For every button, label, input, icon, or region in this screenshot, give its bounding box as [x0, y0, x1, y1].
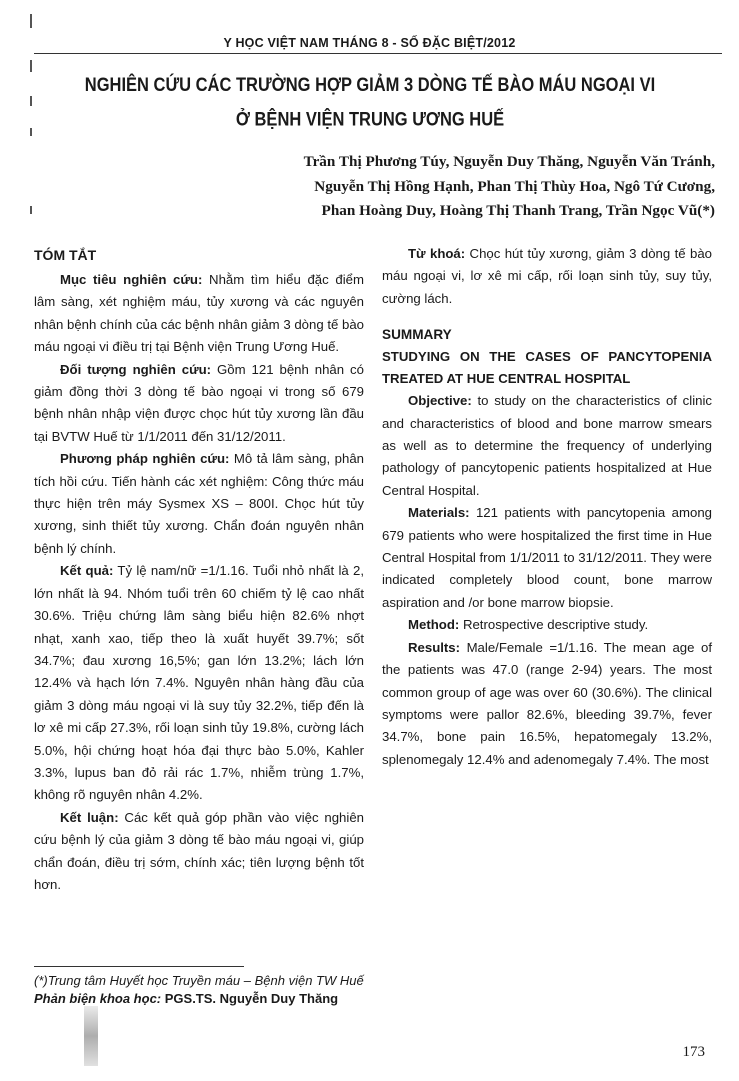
footnote-rule	[34, 966, 244, 967]
summary-results	[382, 637, 712, 771]
summary-materials	[382, 502, 712, 614]
en-method-label: Method:	[408, 617, 460, 633]
en-objective-text: to study on the characteristics of clinic and characteristics of blood and bone marrow smears as well as to determine the frequency of underlying pathology of pancytopenic patients hospitalized at Hue Central Hospital.	[382, 393, 712, 498]
scan-margin-mark	[30, 60, 32, 72]
keywords-label: Từ khoá:	[408, 246, 466, 261]
author-line2: Nguyễn Thị Hồng Hạnh, Phan Thị Thùy Hoa, Ngô Tứ Cương,	[314, 177, 715, 195]
running-head: Y HỌC VIỆT NAM THÁNG 8 - SỐ ĐẶC BIỆT/2012	[223, 36, 516, 50]
scan-margin-mark	[30, 206, 32, 214]
abstract-results	[34, 560, 364, 806]
objective-label: Mục tiêu nghiên cứu:	[60, 272, 203, 287]
author-line1: Trần Thị Phương Túy, Nguyễn Duy Thăng, Nguyễn Văn Tránh,	[303, 153, 715, 170]
keywords-text: Chọc hút tủy xương, giảm 3 dòng tế bào máu ngoại vi, lơ xê mi cấp, rối loạn sinh tủy, suy tủy, cường lách.	[382, 246, 712, 306]
footnote-reviewer	[34, 990, 534, 1008]
abstract-heading: TÓM TẮT	[34, 247, 97, 263]
footnote-affiliation: (*)Trung tâm Huyết học Truyền máu – Bệnh viện TW Huế	[34, 973, 364, 988]
abstract-objective	[34, 269, 364, 359]
summary-objective	[382, 390, 712, 502]
conclusion-text: Các kết quả góp phần vào việc nghiên cứu bệnh lý của giảm 3 dòng tế bào máu ngoại vi, giúp chẩn đoán, điều trị sớm, chính xác; tiên lượng bệnh tốt hơn.	[34, 809, 364, 892]
footnote	[34, 972, 534, 1008]
summary-title: STUDYING ON THE CASES OF PANCYTOPENIA TREATED AT HUE CENTRAL HOSPITAL	[382, 349, 712, 387]
right-column	[382, 243, 712, 771]
en-results-text: Male/Female =1/1.16. The mean age of the patients was 47.0 (range 2-94) years. The most common group of age was over 60 (30.6%). The clinical symptoms were pallor 82.6%, bleeding 39.7%, fever 34.7%, bone pain 16.5%, hepatomegaly 13.2%, splenomegaly 12.4% and adenomegaly 7.4%. The most	[382, 639, 712, 767]
reviewer-label: Phản biện khoa học:	[34, 991, 162, 1006]
results-text: Tỷ lệ nam/nữ =1/1.16. Tuổi nhỏ nhất là 2, lớn nhất là 94. Nhóm tuổi trên 60 chiếm tỷ lệ cao nhất 30.6%. Triệu chứng lâm sàng biểu hiện 82.6% nhợt nhạt, xanh xao, tiếp theo là xuất huyết 39.7%; sốt 34.7%; đau xương 16,5%; gan lớn 13.2%; lách lớn 12.4% và hạch lớn 7.4%. Nguyên nhân hàng đầu của giảm 3 dòng máu ngoại vi là suy tủy 32.2%, tiếp đến là lơ xê mi cấp 27.3%, rối loạn sinh tủy 19.8%, cường lách 5.0%, hội chứng hoạt hóa đại thực bào 5.0%, Kahler 3.3%, lupus ban đỏ rải rác 1.7%, nhiễm trùng 1.7%, không rõ nguyên nhân 4.2%.	[34, 563, 364, 803]
abstract-keywords	[382, 243, 712, 310]
en-method-text: Retrospective descriptive study.	[459, 617, 649, 633]
article-title	[40, 68, 700, 137]
en-materials-label: Materials:	[408, 505, 470, 521]
left-column	[34, 243, 364, 896]
en-objective-label: Objective:	[408, 393, 472, 409]
results-label: Kết quả:	[60, 563, 114, 579]
scan-artifact	[84, 1006, 98, 1066]
scan-margin-mark	[30, 128, 32, 136]
en-results-label: Results:	[408, 639, 461, 655]
scan-margin-mark	[30, 96, 32, 106]
subjects-label: Đối tượng nghiên cứu:	[60, 361, 212, 377]
header-rule	[34, 53, 722, 54]
objective-text: Nhằm tìm hiểu đặc điểm lâm sàng, xét nghiệm máu, tủy xương và các nguyên nhân bệnh chính của các bệnh nhân giảm 3 dòng tế bào máu ngoại vi điều trị tại Bệnh viện Trung Ương Huế.	[34, 272, 364, 355]
subjects-text: Gồm 121 bệnh nhân có giảm đồng thời 3 dòng tế bào ngoại vi trong số 679 bệnh nhân nhập viện được chọc hút tủy xương lần đầu tại BVTW Huế từ 1/1/2011 đến 31/12/2011.	[34, 361, 364, 444]
abstract-conclusion	[34, 807, 364, 897]
author-list	[155, 150, 715, 224]
en-materials-text: 121 patients with pancytopenia among 679 patients who were hospitalized the first time in Hue Central Hospital from 1/1/2011 to 31/12/2011. They were indicated completely blood count, bone marrow aspiration and /or bone marrow biopsie.	[382, 505, 712, 610]
article-title-line1: NGHIÊN CỨU CÁC TRƯỜNG HỢP GIẢM 3 DÒNG TẾ BÀO MÁU NGOẠI VI	[84, 74, 656, 96]
methods-label: Phương pháp nghiên cứu:	[60, 451, 230, 467]
summary-method	[382, 614, 712, 636]
summary-heading: SUMMARY	[382, 327, 452, 343]
conclusion-label: Kết luận:	[60, 809, 119, 825]
article-title-line2: Ở BỆNH VIỆN TRUNG ƯƠNG HUẾ	[235, 109, 505, 131]
scan-margin-mark	[30, 14, 32, 28]
author-line3: Phan Hoàng Duy, Hoàng Thị Thanh Trang, Trần Ngọc Vũ(*)	[321, 202, 715, 219]
abstract-subjects	[34, 359, 364, 449]
methods-text: Mô tả lâm sàng, phân tích hồi cứu. Tiến hành các xét nghiệm: Công thức máu thực hiện trên máy Sysmex XS – 800I. Chọc hút tủy xương, sinh thiết tủy xương. Chẩn đoán nguyên nhân bệnh lý chính.	[34, 451, 365, 556]
reviewer-value: PGS.TS. Nguyễn Duy Thăng	[161, 991, 339, 1006]
page-number: 173	[682, 1044, 705, 1060]
abstract-methods	[34, 448, 364, 560]
